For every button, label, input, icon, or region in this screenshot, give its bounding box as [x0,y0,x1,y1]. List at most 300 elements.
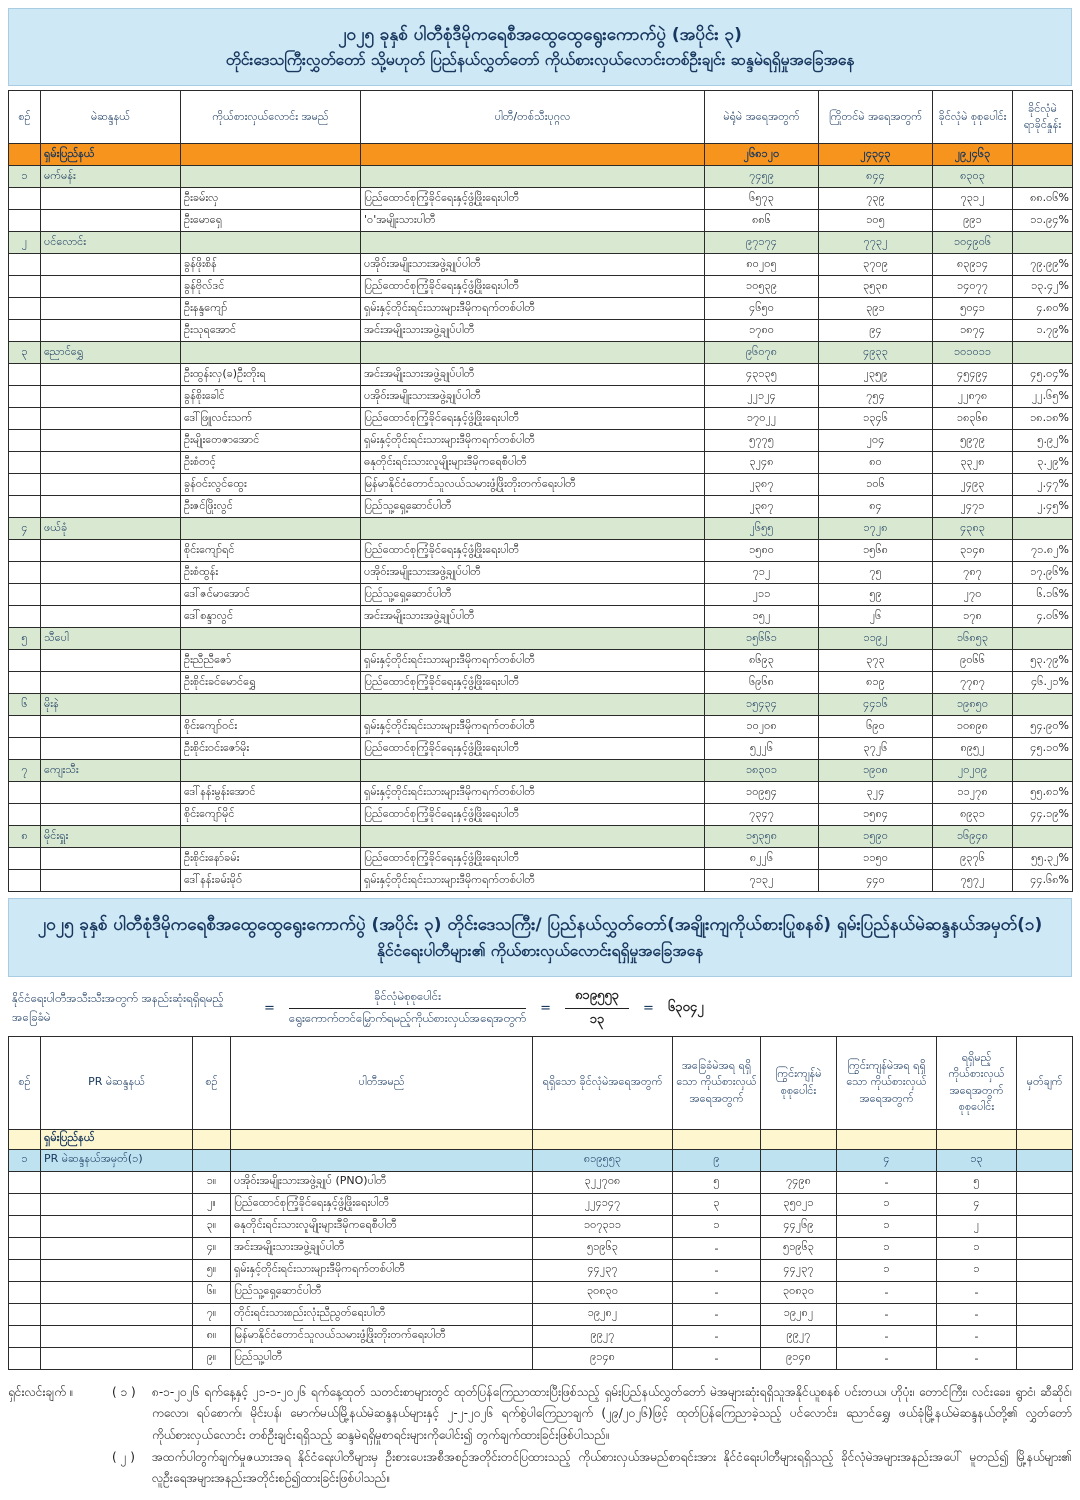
valid-votes: ၅၁၉၆၃ [533,1237,673,1259]
explanatory-notes [8,1382,1072,1490]
state-name: ရှမ်းပြည်နယ် [41,144,181,166]
remark [1017,1215,1073,1237]
cell [41,672,181,694]
remark [1017,1171,1073,1193]
pr-title-banner [8,898,1072,976]
note-2-number: ( ၂ ) [112,1449,135,1464]
total-representatives: - [937,1281,1017,1303]
candidate-name: ခွန်စိုးခေါင် [181,386,361,408]
cell [361,628,705,650]
party-row [9,1325,1073,1347]
pr-title-line2: နိုင်ငံရေးပါတီများ၏ ကိုယ်စားလှယ်လောင်းရရှိမှုအခြေအနေ [376,941,704,960]
polling-votes: ၁၈၃၀၁ [705,760,819,782]
valid-votes: ၈၃၉၁၄ [933,254,1013,276]
valid-votes: ၄၅၄၉၄ [933,364,1013,386]
vote-percentage: ၅၅.၈၁% [1013,782,1073,804]
cell [41,1171,193,1193]
candidate-row [9,452,1073,474]
party-name: မြန်မာနိုင်ငံတောင်သူလယ်သမားဖွံ့ဖြိုးတိုးတက်ရေးပါတီ [361,474,705,496]
pr-title-line1: ၂၀၂၅ ခုနှစ် ပါတီစုံဒီမိုကရေစီအထွေထွေရွေးကောက်ပွဲ (အပိုင်း ၃) တိုင်းဒေသကြီး/ ပြည်နယ်လွှတ်တော်(အချိုးကျကိုယ်စားပြုစနစ်) ရှမ်းပြည်နယ်မဲဆန္ဒနယ်အမှတ်(၁) [37,915,1043,936]
candidate-name: ဦးစိုင်းနော်ခမ်း [181,848,361,870]
polling-votes: ၂၃၈၇ [705,496,819,518]
advance-votes: ၃၇၀၉ [819,254,933,276]
cell [41,650,181,672]
polling-votes: ၂၃၈၇ [705,474,819,496]
vote-percentage: ၂.၄၇% [1013,474,1073,496]
township-row [9,166,1073,188]
township-row [9,826,1073,848]
report-title-line2: တိုင်းဒေသကြီးလွှတ်တော် သို့မဟုတ် ပြည်နယ်လွှတ်တော် ကိုယ်စားလှယ်လောင်းတစ်ဦးချင်း ဆန္ဒမဲရရှိမှုအခြေအနေ [225,51,855,70]
remark [1017,1193,1073,1215]
vote-percentage: ၄၅.၀၄% [1013,364,1073,386]
cell [361,166,705,188]
polling-votes: ၂၁၁ [705,584,819,606]
candidate-row [9,804,1073,826]
valid-votes: ၂၂၄၁၄၇ [533,1193,673,1215]
party-name: ပြည်သူ့ရှေ့ဆောင်ပါတီ [361,584,705,606]
candidate-name: ဦးစံတင့် [181,452,361,474]
advance-votes: ၃၇၃ [819,650,933,672]
column-header: ကြိုတင်မဲ အရေအတွက် [819,91,933,144]
candidate-name: စိုင်းကျော်ရင် [181,540,361,562]
cell [41,496,181,518]
valid-votes: ၈၃၀၃ [933,166,1013,188]
party-name: အင်းအမျိုးသားအဖွဲ့ချုပ်ပါတီ [361,606,705,628]
table1-header-row [9,91,1073,144]
remainder-representatives: ၁ [837,1237,937,1259]
note-2-text: အထက်ပါတွက်ချက်မှုဇယားအရ နိုင်ငံရေးပါတီများမှ ဦးစားပေးအစီအစဉ်အတိုင်းတင်ပြထားသည့် ကိုယ်စားလှယ်အမည်စာရင်းအား နိုင်ငံရေးပါတီများရရှိသည့် ခိုင်လုံမဲအများအနည်းအပေါ် မူတည်၍ မြို့နယ်များ၏ လူဦးရေအများအနည်းအတိုင်းစဉ်၍ထားခြင်းဖြစ်ပါသည်။ [152,1449,1072,1486]
candidate-row [9,584,1073,606]
cell [361,144,705,166]
formula-label: နိုင်ငံရေးပါတီအသီးသီးအတွက် အနည်းဆုံးရရှိရမည့်အခြေခံမဲ [12,990,224,1025]
party-name: ပြည်ထောင်စုကြံ့ခိုင်ရေးနှင့်ဖွံ့ဖြိုးရေးပါတီ [361,540,705,562]
remainder-representatives: - [837,1281,937,1303]
cell [41,1193,193,1215]
advance-votes: ၁၉၀၈ [819,760,933,782]
candidate-row [9,430,1073,452]
advance-votes: ၇၇၃၂ [819,232,933,254]
cell [41,430,181,452]
advance-votes: ၉၄ [819,320,933,342]
vote-percentage: ၄၆.၂၁% [1013,672,1073,694]
township-name: ဖယ်ခုံ [41,518,181,540]
advance-votes: ၆၉၀ [819,716,933,738]
valid-votes: ၃၀၈၃၀ [533,1281,673,1303]
total-representatives: - [937,1325,1017,1347]
party-row [9,1347,1073,1369]
party-name: ရှမ်းနှင့်တိုင်းရင်းသားများဒီမိုကရက်တစ်ပါတီ [361,870,705,892]
cell [41,364,181,386]
cell [9,276,41,298]
advance-votes: ၈၄၄ [819,166,933,188]
valid-votes: ၃၃၂၈ [933,452,1013,474]
township-row [9,232,1073,254]
valid-votes: ၂၄၉၃ [933,474,1013,496]
cell [1013,694,1073,716]
party-name: ရှမ်းနှင့်တိုင်းရင်းသားများဒီမိုကရက်တစ်ပါတီ [231,1259,533,1281]
polling-votes: ၈၀၂၀၅ [705,254,819,276]
candidate-name: ဒေါ်နန်းမွန်းအောင် [181,782,361,804]
cell [9,1281,41,1303]
remainder-representatives: - [837,1303,937,1325]
cell [361,694,705,716]
candidate-results-table [8,90,1073,892]
advance-votes: ၃၂၄ [819,782,933,804]
candidate-row [9,188,1073,210]
valid-votes: ၉၉၂၇ [533,1325,673,1347]
note-item-1 [8,1382,1072,1447]
column-header: ခိုင်လုံမဲ ရာခိုင်နှုန်း [1013,91,1073,144]
cell [41,1237,193,1259]
cell [41,210,181,232]
advance-votes: ၇၅ [819,562,933,584]
candidate-name: ဦးစံထွန်း [181,562,361,584]
cell [9,672,41,694]
total-representatives: - [937,1347,1017,1369]
cell [41,562,181,584]
polling-votes: ၁၅၈၀ [705,540,819,562]
polling-votes: ၅၇၇၅ [705,430,819,452]
township-name: ပင်လောင်း [41,232,181,254]
cell [181,232,361,254]
cell [181,342,361,364]
remainder-votes [761,1149,837,1171]
cell [41,474,181,496]
row-number: ၅။ [193,1259,231,1281]
row-number: ၂။ [193,1193,231,1215]
cell [9,738,41,760]
advance-votes: ၁၁၉၂ [819,628,933,650]
column-header: PR မဲဆန္ဒနယ် [41,1036,193,1129]
column-header: စဉ် [9,91,41,144]
township-name: ညောင်ရွှေ [41,342,181,364]
remainder-representatives: ၁ [837,1259,937,1281]
vote-percentage: ၁.၇၉% [1013,320,1073,342]
candidate-row [9,276,1073,298]
township-row [9,628,1073,650]
valid-votes: ၁၀၄၉၀၆ [933,232,1013,254]
party-name: အင်းအမျိုးသားအဖွဲ့ချုပ်ပါတီ [361,320,705,342]
vote-percentage: ၄.၀၆% [1013,606,1073,628]
cell [1013,628,1073,650]
polling-votes: ၁၅၂ [705,606,819,628]
candidate-name: ဦးထွန်းလှ(ခ)ဦးတိုးရ [181,364,361,386]
candidate-row [9,716,1073,738]
equals-sign: = [264,1000,275,1016]
table2-header-row [9,1036,1073,1129]
valid-votes: ၂၇၀ [933,584,1013,606]
cell [1013,826,1073,848]
polling-votes: ၁၀၉၅၄ [705,782,819,804]
report-title-line1: ၂၀၂၅ ခုနှစ် ပါတီစုံဒီမိုကရေစီအထွေထွေရွေးကောက်ပွဲ (အပိုင်း ၃) [338,25,742,45]
vote-percentage: ၅၃.၇၉% [1013,650,1073,672]
cell [41,584,181,606]
base-representatives: - [673,1347,761,1369]
column-header: ပါတီအမည် [231,1036,533,1129]
candidate-name: ခွန်ဖိုးစိန် [181,254,361,276]
row-number: ၉။ [193,1347,231,1369]
party-name: ပြည်ထောင်စုကြံ့ခိုင်ရေးနှင့်ဖွံ့ဖြိုးရေးပါတီ [231,1193,533,1215]
row-number: ၇။ [193,1303,231,1325]
candidate-name: ဦးစိုင်းခင်မောင်ရွှေ [181,672,361,694]
remainder-votes: ၄၄၂၆၉ [761,1215,837,1237]
party-name: ပြည်သူ့ရှေ့ဆောင်ပါတီ [231,1281,533,1303]
base-representatives: ၁ [673,1215,761,1237]
valid-votes: ၁၆၈၅၃ [933,628,1013,650]
polling-votes: ၄၃၁၃၅ [705,364,819,386]
cell [361,342,705,364]
candidate-name: ခွန်ဗိုလ်ဒင် [181,276,361,298]
party-row [9,1171,1073,1193]
valid-votes: ၉၃၇၆ [933,848,1013,870]
cell [41,1215,193,1237]
remainder-votes: ၃၅၀၂၁ [761,1193,837,1215]
party-name: တိုင်းရင်းသားစည်းလုံးညီညွတ်ရေးပါတီ [231,1303,533,1325]
remark [1017,1237,1073,1259]
note-1-text: ၈-၁-၂၀၂၆ ရက်နေ့နှင့် ၂၁-၁-၂၀၂၆ ရက်နေ့ထုတ် သတင်းစာများတွင် ထုတ်ပြန်ကြေညာထားပြီးဖြစ်သည့် ရှမ်းပြည်နယ်လွှတ်တော် မဲအများဆုံးရရှိသူအနိုင်ယူစနစ် ပင်းတယ၊ ဟိုပုံး၊ တောင်ကြီး၊ လင်းခေး၊ ရွာငံ၊ ဆီဆိုင်၊ ကလော၊ ရပ်စောက်၊ မိုင်းပန်၊ မောက်မယ်မြို့နယ်မဲဆန္ဒနယ်များနှင့် ၂-၂-၂၀၂၆ ရက်စွဲပါကြေညာချက် (၂၉/၂၀၂၆)ဖြင့် ထုတ်ပြန်ကြေညာခဲ့သည့် ပင်လောင်း၊ ညောင်ရွှေ၊ ဖယ်ခုံမြို့နယ်မဲဆန္ဒနယ်တို့၏ လွှတ်တော်ကိုယ်စားလှယ်လောင်း တစ်ဦးချင်းရရှိသည့် ဆန္ဒမဲရရှိမှုစာရင်းများကိုပေါင်း၍ တွက်ချက်ထားခြင်းဖြစ်ပါသည်။ [152,1384,1072,1442]
base-representatives: ၉ [673,1149,761,1171]
base-representatives: - [673,1303,761,1325]
base-representatives: ၅ [673,1171,761,1193]
valid-votes: ၁၇၈ [933,606,1013,628]
remainder-representatives: ၄ [837,1149,937,1171]
remainder-votes: ၉၉၂၇ [761,1325,837,1347]
cell [9,188,41,210]
cell [41,298,181,320]
vote-percentage: ၆.၁၆% [1013,584,1073,606]
valid-votes: ၈၉၃၁ [933,804,1013,826]
valid-votes: ၈၉၅၂ [933,738,1013,760]
valid-votes: ၁၁၂၇၈ [933,782,1013,804]
candidate-row [9,496,1073,518]
polling-votes: ၄၆၅၀ [705,298,819,320]
candidate-name: ခွန်ဝင်းလွင်ထွေး [181,474,361,496]
party-row [9,1237,1073,1259]
advance-votes: ၁၅၉၀ [819,826,933,848]
cell [9,650,41,672]
party-name: ရှမ်းနှင့်တိုင်းရင်းသားများဒီမိုကရက်တစ်ပါတီ [361,782,705,804]
party-row [9,1193,1073,1215]
cell [9,584,41,606]
column-header: ခိုင်လုံမဲ စုစုပေါင်း [933,91,1013,144]
party-name: ပအိုဝ်းအမျိုးသားအဖွဲ့ချုပ်ပါတီ [361,562,705,584]
advance-votes: ၈၄ [819,496,933,518]
cell [9,144,41,166]
column-header: စဉ် [193,1036,231,1129]
vote-percentage: ၁၈.၁၈% [1013,408,1073,430]
pr-constituency-row [9,1149,1073,1171]
cell [9,298,41,320]
total-representatives: ၂ [937,1215,1017,1237]
row-number: ၃ [9,342,41,364]
party-name: ပြည်ထောင်စုကြံ့ခိုင်ရေးနှင့်ဖွံ့ဖြိုးရေးပါတီ [361,672,705,694]
cell [41,452,181,474]
column-header: ရရှိသော ခိုင်လုံမဲအရေအတွက် [533,1036,673,1129]
candidate-row [9,782,1073,804]
cell [41,1259,193,1281]
party-name: ပြည်ထောင်စုကြံ့ခိုင်ရေးနှင့်ဖွံ့ဖြိုးရေးပါတီ [361,276,705,298]
cell [9,364,41,386]
row-number: ၁ [9,1149,41,1171]
row-number: ၂ [9,232,41,254]
cell [1013,144,1073,166]
valid-votes: ၂၄၇၁ [933,496,1013,518]
cell [9,540,41,562]
advance-votes: ၄၄၀ [819,870,933,892]
valid-votes: ၅၀၄၁ [933,298,1013,320]
township-row [9,694,1073,716]
party-name: ပြည်သူ့ပါတီ [231,1347,533,1369]
column-header: မဲရုံမဲ အရေအတွက် [705,91,819,144]
cell [9,1215,41,1237]
column-header: စဉ် [9,1036,41,1129]
valid-votes: ၁၉၈၅၀ [933,694,1013,716]
vote-percentage: ၅၅.၃၂% [1013,848,1073,870]
remark [1017,1281,1073,1303]
advance-votes: ၂၆ [819,606,933,628]
cell [41,1347,193,1369]
candidate-row [9,606,1073,628]
vote-percentage: ၈၈.၀၆% [1013,188,1073,210]
note-item-2 [8,1447,1072,1490]
cell [9,562,41,584]
cell [231,1149,533,1171]
total-representatives: ၁ [937,1237,1017,1259]
row-number: ၈ [9,826,41,848]
column-header: ကိုယ်စားလှယ်လောင်း အမည် [181,91,361,144]
party-row [9,1281,1073,1303]
cell [761,1129,837,1149]
polling-votes: ၁၇၀၂၂ [705,408,819,430]
remainder-votes: ၄၄၂၃၇ [761,1259,837,1281]
cell [9,408,41,430]
party-name: ပအိုဝ်းအမျိုးသားအဖွဲ့ချုပ်ပါတီ [361,254,705,276]
advance-votes: ၈၀ [819,452,933,474]
party-name: ရှမ်းနှင့်တိုင်းရင်းသားများဒီမိုကရက်တစ်ပါတီ [361,650,705,672]
cell [41,782,181,804]
cell [9,782,41,804]
vote-percentage: ၁၃.၄၂% [1013,276,1073,298]
cell [9,1347,41,1369]
remainder-votes: ၅၁၉၆၃ [761,1237,837,1259]
party-name: အင်းအမျိုးသားအဖွဲ့ချုပ်ပါတီ [231,1237,533,1259]
valid-votes: ၇၈၇ [933,562,1013,584]
row-number: ၁ [9,166,41,188]
total-representatives: ၅ [937,1171,1017,1193]
cell [41,408,181,430]
formula-denominator-label: ရွေးကောက်တင်မြှောက်ရမည့်ကိုယ်စားလှယ်အရေအတွက် [288,1010,527,1025]
cell [41,848,181,870]
candidate-name: စိုင်းကျော်ဝင်း [181,716,361,738]
polling-votes: ၇၁၃၂ [705,870,819,892]
candidate-name: ဦးဇင်ဖြိုးလွင် [181,496,361,518]
advance-votes: ၈၁၉ [819,672,933,694]
party-name: ပြည်ထောင်စုကြံ့ခိုင်ရေးနှင့်ဖွံ့ဖြိုးရေးပါတီ [361,848,705,870]
valid-votes: ၂၉၂၄၆၃ [933,144,1013,166]
polling-votes: ၂၆၅၅ [705,518,819,540]
candidate-name: ဦးသုရအောင် [181,320,361,342]
party-name: ဓနုတိုင်းရင်းသားလူမျိုးများဒီမိုကရေစီပါတီ [231,1215,533,1237]
cell [41,804,181,826]
vote-percentage: ၅၄.၉၀% [1013,716,1073,738]
base-representatives: - [673,1281,761,1303]
township-name: မိုင်းရှူး [41,826,181,848]
candidate-row [9,320,1073,342]
cell [361,826,705,848]
vote-percentage: ၇၁.၈၂% [1013,540,1073,562]
column-header: အခြေခံမဲအရ ရရှိသော ကိုယ်စားလှယ် အရေအတွက် [673,1036,761,1129]
report-title-banner [8,8,1072,86]
candidate-row [9,254,1073,276]
valid-votes: ၃၂၂၇၀၈ [533,1171,673,1193]
cell [9,1303,41,1325]
cell [361,232,705,254]
polling-votes: ၇၃၄၇ [705,804,819,826]
row-number: ၇ [9,760,41,782]
valid-votes: ၇၅၇၂ [933,870,1013,892]
advance-votes: ၂၄၃၄၃ [819,144,933,166]
advance-votes: ၇၅၄ [819,386,933,408]
polling-votes: ၉၇၁၇၄ [705,232,819,254]
cell [1013,518,1073,540]
remainder-votes: ၃၀၈၃၀ [761,1281,837,1303]
remainder-votes: ၁၉၂၈၂ [761,1303,837,1325]
cell [193,1149,231,1171]
cell [41,716,181,738]
cell [533,1129,673,1149]
candidate-name: ဦးမောရှေ [181,210,361,232]
polling-votes: ၈၂၂၆ [705,848,819,870]
remainder-representatives: ၁ [837,1215,937,1237]
valid-votes: ၅၉၇၉ [933,430,1013,452]
township-name: မက်မန်း [41,166,181,188]
polling-votes: ၂၆၈၁၂၀ [705,144,819,166]
cell [9,430,41,452]
candidate-row [9,540,1073,562]
vote-percentage: ၂.၄၅% [1013,496,1073,518]
cell [9,1259,41,1281]
remark [1017,1303,1073,1325]
cell [181,144,361,166]
equals-sign: = [643,1000,654,1016]
candidate-row [9,848,1073,870]
row-number: ၅ [9,628,41,650]
pr-seat-allocation-table [8,1036,1073,1370]
formula-fraction-values [565,987,629,1030]
advance-votes: ၃၇၂၆ [819,738,933,760]
vote-percentage: ၄၅.၁၀% [1013,738,1073,760]
valid-votes: ၇၃၁၂ [933,188,1013,210]
total-representatives: - [937,1303,1017,1325]
candidate-name: ဦးစိုင်းဝင်းဇော်မိုး [181,738,361,760]
polling-votes: ၈၈၆ [705,210,819,232]
cell [41,1303,193,1325]
cell [9,1325,41,1347]
cell [231,1129,533,1149]
total-representatives: ၁ [937,1259,1017,1281]
cell [9,804,41,826]
row-number: ၁။ [193,1171,231,1193]
party-name: ပြည်ထောင်စုကြံ့ခိုင်ရေးနှင့်ဖွံ့ဖြိုးရေးပါတီ [361,188,705,210]
notes-label: ရှင်းလင်းချက် ။ [8,1384,74,1399]
row-number: ၈။ [193,1325,231,1347]
cell [181,166,361,188]
valid-votes: ၉၀၆၆ [933,650,1013,672]
candidate-row [9,650,1073,672]
candidate-row [9,364,1073,386]
polling-votes: ၆၉၆၈ [705,672,819,694]
township-name: သီပေါ [41,628,181,650]
